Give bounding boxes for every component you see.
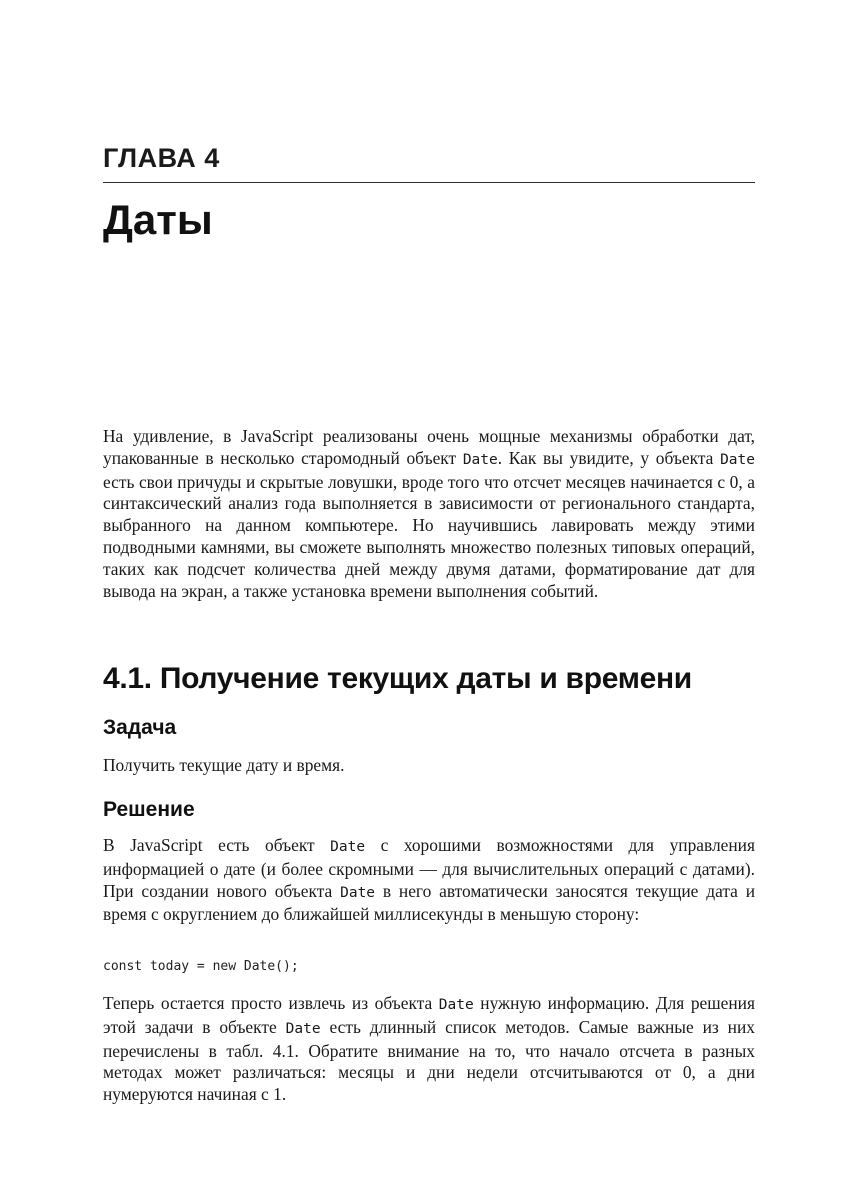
methods-text-2: нужную информацию. Для решения этой задачи в объекте bbox=[103, 993, 755, 1037]
solution-heading: Решение bbox=[103, 798, 195, 821]
chapter-title: Даты bbox=[103, 196, 213, 243]
methods-paragraph bbox=[103, 993, 755, 1106]
inline-code: Date bbox=[720, 451, 755, 468]
intro-paragraph bbox=[103, 426, 755, 602]
solution-paragraph bbox=[103, 835, 755, 926]
intro-text-1: На удивление, в JavaScript реализованы очень мощные механизмы обработки дат, упакованные в несколько старомодный объект bbox=[103, 426, 755, 468]
inline-code: Date bbox=[285, 1020, 321, 1037]
inline-code: Date bbox=[438, 997, 474, 1013]
methods-text-3: есть длинный список методов. Самые важные из них перечислены в табл. 4.1. Обратите внимание на то, что начало отсчета в разных методах может различаться: месяцы и дни недели отсчитываются от 0, а дни нумеруются начиная с 1. bbox=[103, 1016, 755, 1105]
inline-code: Date bbox=[462, 451, 498, 468]
solution-text-2: с хорошими возможностями для управления информацией о дате (и более скромными — для вычислительных операций с датами). При создании нового объекта bbox=[103, 835, 755, 901]
task-heading: Задача bbox=[103, 716, 177, 739]
methods-text-1: Теперь остается просто извлечь из объекта bbox=[103, 993, 439, 1013]
intro-text-3: есть свои причуды и скрытые ловушки, вроде того что отсчет месяцев начинается с 0, а синтаксический анализ года выполняется в зависимости от регионального стандарта, выбранного на данном компьютере. Но научившись лавировать между этими подводными камнями, вы сможете выполнять множество полезных типовых операций, таких как подсчет количества дней между двумя датами, форматирование дат для вывода на экран, а также установка времени выполнения событий. bbox=[103, 471, 755, 601]
solution-text-3: в него автоматически заносятся текущие дата и время с округлением до ближайшей миллисекунды в меньшую сторону: bbox=[103, 880, 756, 925]
task-text: Получить текущие дату и время. bbox=[103, 755, 345, 775]
solution-text-1: В JavaScript есть объект bbox=[103, 835, 331, 855]
inline-code: Date bbox=[330, 839, 366, 855]
intro-text-2: . Как вы увидите, у объекта bbox=[497, 447, 721, 468]
inline-code: Date bbox=[340, 884, 376, 901]
section-title: 4.1. Получение текущих даты и времени bbox=[103, 662, 692, 695]
code-block: const today = new Date(); bbox=[103, 959, 299, 974]
chapter-divider bbox=[103, 182, 755, 183]
chapter-label: ГЛАВА 4 bbox=[103, 143, 220, 173]
